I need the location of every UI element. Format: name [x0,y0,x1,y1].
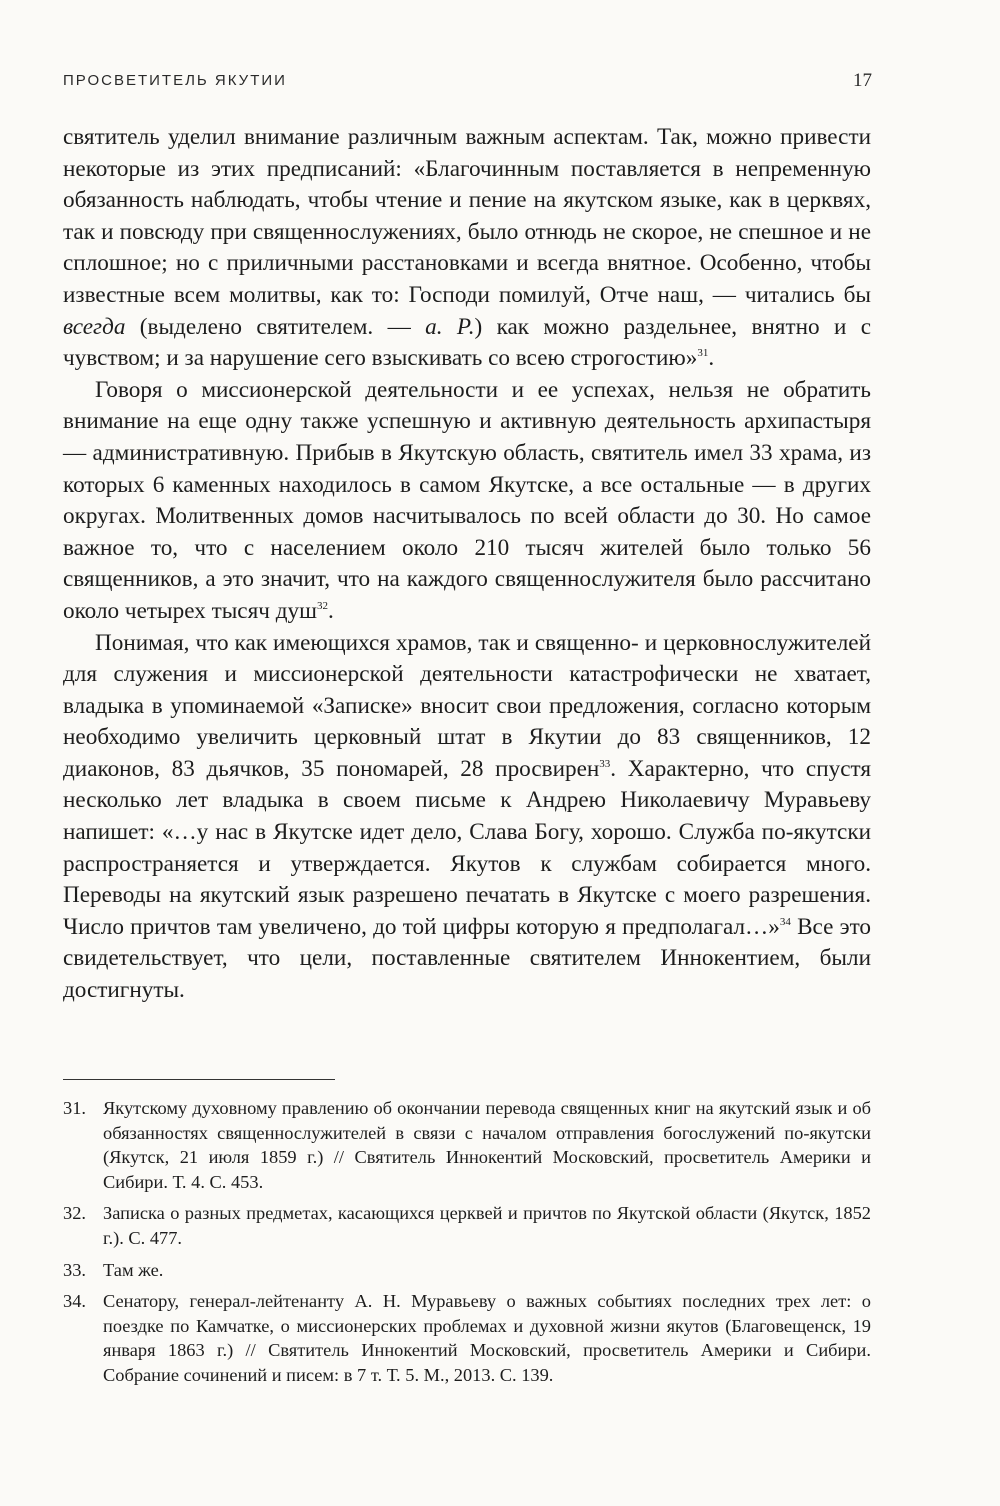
footnotes [63,1096,871,1395]
paragraph-3-text-a: Понимая, что как имеющихся храмов, так и священно- и церковнослужителей для служения и миссионерской деятельности катастрофически не хватает, владыка в упоминаемой «Записке» вносит свои предложения, согласно которым необходимо увеличить церковный штат в Якутии до 83 священников, 12 диаконов, 83 дьячков, 35 пономарей, 28 просвирен [63,629,871,782]
footnote-34 [63,1289,871,1387]
page-number: 17 [853,70,872,91]
paragraph-2-text-a: Говоря о миссионерской деятельности и ее успехах, нельзя не обратить внимание на еще одну также успешную и активную деятельность архипастыря — административную. Прибыв в Якутскую область, святитель имел 33 храма, из которых 6 каменных находилось в самом Якутске, а все остальные — в других округах. Молитвенных домов насчитывалось по всей области до 30. Но самое важное то, что с населением около 210 тысяч жителей было только 56 священников, а это значит, что на каждого священнослужителя было рассчитано около четырех тысяч душ [63,376,871,624]
paragraph-1-text-c: ) как можно раздельнее, внятно и с чувством; и за нарушение сего взыскивать со всею строгостию» [63,313,872,372]
footnote-text: Якутскому духовному правлению об окончании перевода священных книг на якутский язык и об обязанностях священнослужителей в связи с началом отправления богослужений по-якутски (Якутск, 21 июля 1859 г.) // Святитель Иннокентий Московский, просветитель Америки и Сибири. Т. 4. С. 453. [103,1098,871,1192]
paragraph-3-text-b: . Характерно, что спустя несколько лет владыка в своем письме к Андрею Николаевичу Муравьеву напишет: «…у нас в Якутске идет дело, Слава Богу, хорошо. Служба по-якутски распространяется и утверждается. Якутов к службам собирается много. Переводы на якутский язык разрешено печатать в Якутске с моего разрешения. Число причтов там увеличено, до той цифры которую я предполагал…» [63,755,871,940]
footnote-32 [63,1201,871,1250]
paragraph-1-text-b: (выделено святителем. — [125,313,426,340]
paragraph-3 [63,628,871,1007]
footnote-separator [63,1079,335,1080]
footnote-number: 34. [63,1291,86,1312]
footnote-33 [63,1258,871,1283]
emphasis-vsegda: всегда [63,313,126,340]
paragraph-2 [63,375,871,628]
paragraph-2-text-b: . [327,597,334,624]
paragraph-1 [63,122,871,375]
footnote-text: Записка о разных предметах, касающихся церквей и причтов по Якутской области (Якутск, 1852 г.). С. 477. [103,1203,871,1248]
footnote-ref-31[interactable]: 31 [697,347,709,360]
footnote-number: 31. [63,1098,86,1118]
paragraph-3-text-c: Все это свидетельствует, что цели, поставленные святителем Иннокентием, были достигнуты. [63,913,872,1004]
footnote-text: Там же. [103,1259,164,1280]
footnote-ref-32[interactable]: 32 [316,599,328,612]
footnote-text: Сенатору, генерал-лейтенанту А. Н. Муравьеву о важных событиях последних трех лет: о поездке по Камчатке, о миссионерских проблемах и духовной жизни якутов (Благовещенск, 19 января 1863 г.) // Святитель Иннокентий Московский, просветитель Америки и Сибири. Собрание сочинений и писем: в 7 т. Т. 5. М., 2013. С. 139. [103,1291,871,1385]
main-text [63,122,871,1007]
footnote-ref-34[interactable]: 34 [779,915,791,928]
emphasis-initials: а. Р. [425,313,475,340]
paragraph-1-text-d: . [708,345,715,372]
running-title: ПРОСВЕТИТЕЛЬ ЯКУТИИ [63,72,287,89]
footnote-number: 33. [63,1259,86,1280]
footnote-31 [63,1096,871,1194]
paragraph-1-text-a: святитель уделил внимание различным важным аспектам. Так, можно привести некоторые из этих предписаний: «Благочинным поставляется в непременную обязанность наблюдать, чтобы чтение и пение на якутском языке, как в церквях, так и повсюду при священнослужениях, было отнюдь не скорое, не спешное и не сплошное; но с приличными расстановками и всегда внятное. Особенно, чтобы известные всем молитвы, как то: Господи помилуй, Отче наш, — читались бы [63,124,871,308]
footnote-ref-33[interactable]: 33 [599,757,611,770]
footnote-number: 32. [63,1203,86,1224]
